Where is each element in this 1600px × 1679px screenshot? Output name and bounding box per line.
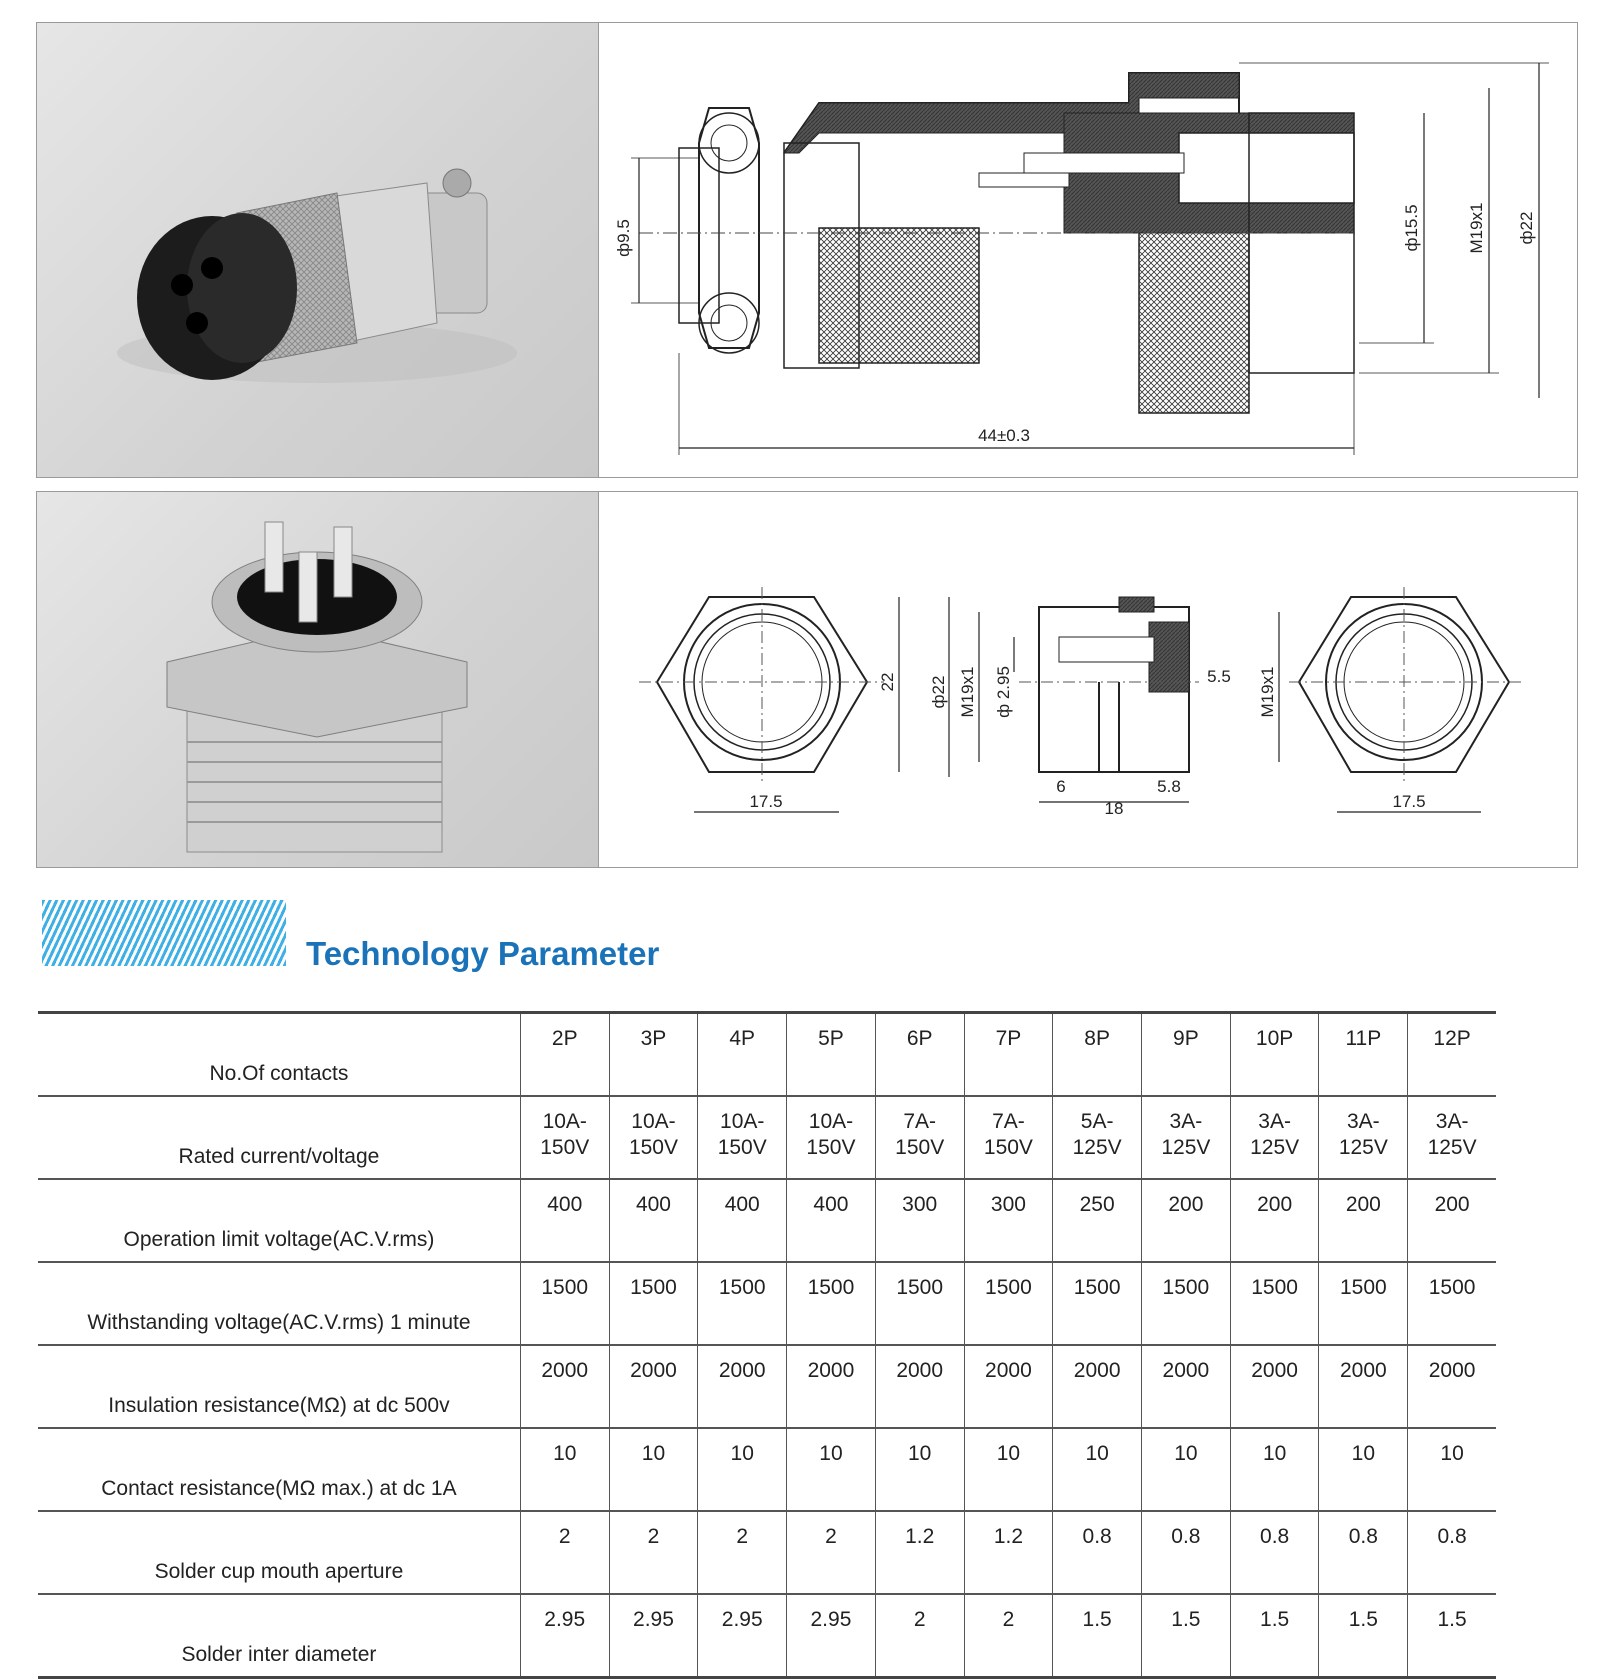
row-label: Withstanding voltage(AC.V.rms) 1 minute — [38, 1262, 520, 1345]
table-cell: 2000 — [787, 1345, 876, 1428]
table-cell: 400 — [520, 1179, 609, 1262]
section-heading-stripes — [42, 900, 286, 966]
column-header: 7P — [964, 1013, 1053, 1097]
table-cell: 1500 — [1053, 1262, 1142, 1345]
table-cell: 1.5 — [1230, 1594, 1319, 1678]
table-cell: 2000 — [964, 1345, 1053, 1428]
table-cell: 1500 — [1230, 1262, 1319, 1345]
dim-d9-5: ф9.5 — [614, 219, 633, 257]
column-header: 9P — [1142, 1013, 1231, 1097]
column-header: 5P — [787, 1013, 876, 1097]
row-label: Insulation resistance(MΩ) at dc 500v — [38, 1345, 520, 1428]
row-label: No.Of contacts — [38, 1013, 520, 1097]
table-cell: 2000 — [1142, 1345, 1231, 1428]
table-row — [38, 1511, 1496, 1594]
table-cell: 1.5 — [1319, 1594, 1408, 1678]
table-cell: 7A- 150V — [964, 1096, 1053, 1179]
table-cell: 10 — [875, 1428, 964, 1511]
table-cell: 10A- 150V — [787, 1096, 876, 1179]
table-cell: 0.8 — [1319, 1511, 1408, 1594]
table-cell: 3A- 125V — [1408, 1096, 1496, 1179]
dim-w5-8: 5.8 — [1157, 777, 1181, 796]
table-row — [38, 1594, 1496, 1678]
table-cell: 1500 — [964, 1262, 1053, 1345]
table-cell: 10A- 150V — [520, 1096, 609, 1179]
table-cell: 2 — [875, 1594, 964, 1678]
table-row — [38, 1345, 1496, 1428]
column-header: 12P — [1408, 1013, 1496, 1097]
table-cell: 3A- 125V — [1319, 1096, 1408, 1179]
table-cell: 10A- 150V — [698, 1096, 787, 1179]
male-connector-image — [37, 492, 598, 867]
dim-m19-left: M19x1 — [958, 666, 977, 718]
female-connector-photo — [37, 23, 599, 477]
table-cell: 1500 — [787, 1262, 876, 1345]
dim-d22: ф22 — [1517, 211, 1536, 245]
column-header: 4P — [698, 1013, 787, 1097]
table-cell: 250 — [1053, 1179, 1142, 1262]
table-cell: 10 — [1319, 1428, 1408, 1511]
table-cell: 2000 — [1053, 1345, 1142, 1428]
dim-hex-width-left: 17.5 — [749, 792, 783, 811]
table-cell: 2000 — [698, 1345, 787, 1428]
dim-d15-5: ф15.5 — [1402, 204, 1421, 252]
table-cell: 300 — [875, 1179, 964, 1262]
dim-w18: 18 — [1104, 799, 1124, 818]
table-cell: 10 — [787, 1428, 876, 1511]
table-cell: 2 — [787, 1511, 876, 1594]
dim-m19: M19x1 — [1467, 202, 1486, 254]
table-cell: 10 — [964, 1428, 1053, 1511]
table-cell: 1500 — [1408, 1262, 1496, 1345]
dim-d22-side: ф22 — [929, 675, 948, 709]
table-cell: 3A- 125V — [1142, 1096, 1231, 1179]
table-cell: 1500 — [698, 1262, 787, 1345]
table-cell: 7A- 150V — [875, 1096, 964, 1179]
row-label: Solder inter diameter — [38, 1594, 520, 1678]
table-cell: 2000 — [1230, 1345, 1319, 1428]
dim-m19-right: M19x1 — [1258, 666, 1277, 718]
table-row — [38, 1428, 1496, 1511]
male-connector-drawing — [599, 492, 1577, 867]
dim-d2-95: ф 2.95 — [994, 666, 1013, 718]
table-cell: 200 — [1142, 1179, 1231, 1262]
table-cell: 2000 — [875, 1345, 964, 1428]
section-title: Technology Parameter — [306, 935, 660, 972]
table-cell: 400 — [787, 1179, 876, 1262]
table-cell: 1500 — [609, 1262, 698, 1345]
table-cell: 1.2 — [875, 1511, 964, 1594]
top-panel — [36, 22, 1578, 478]
table-cell: 10 — [609, 1428, 698, 1511]
row-label: Solder cup mouth aperture — [38, 1511, 520, 1594]
row-label: Contact resistance(MΩ max.) at dc 1A — [38, 1428, 520, 1511]
table-cell: 0.8 — [1230, 1511, 1319, 1594]
table-cell: 1500 — [1319, 1262, 1408, 1345]
table-cell: 2.95 — [787, 1594, 876, 1678]
table-cell: 1500 — [1142, 1262, 1231, 1345]
table-cell: 2 — [698, 1511, 787, 1594]
table-cell: 2 — [609, 1511, 698, 1594]
table-cell: 0.8 — [1408, 1511, 1496, 1594]
table-cell: 10A- 150V — [609, 1096, 698, 1179]
column-header: 3P — [609, 1013, 698, 1097]
table-cell: 0.8 — [1053, 1511, 1142, 1594]
table-cell: 200 — [1319, 1179, 1408, 1262]
table-cell: 2 — [520, 1511, 609, 1594]
row-label: Rated current/voltage — [38, 1096, 520, 1179]
table-cell: 2000 — [520, 1345, 609, 1428]
column-header: 10P — [1230, 1013, 1319, 1097]
column-header: 2P — [520, 1013, 609, 1097]
table-cell: 3A- 125V — [1230, 1096, 1319, 1179]
table-cell: 10 — [520, 1428, 609, 1511]
column-header: 8P — [1053, 1013, 1142, 1097]
table-row — [38, 1262, 1496, 1345]
column-header: 11P — [1319, 1013, 1408, 1097]
table-cell: 10 — [1053, 1428, 1142, 1511]
table-cell: 2.95 — [698, 1594, 787, 1678]
table-cell: 10 — [1408, 1428, 1496, 1511]
column-header: 6P — [875, 1013, 964, 1097]
table-row — [38, 1179, 1496, 1262]
dim-d5-5: 5.5 — [1207, 667, 1231, 686]
table-cell: 1.5 — [1408, 1594, 1496, 1678]
table-cell: 2000 — [609, 1345, 698, 1428]
table-cell: 2000 — [1408, 1345, 1496, 1428]
table-cell: 400 — [698, 1179, 787, 1262]
table-cell: 2.95 — [609, 1594, 698, 1678]
table-cell: 5A- 125V — [1053, 1096, 1142, 1179]
table-cell: 10 — [698, 1428, 787, 1511]
table-cell: 2 — [964, 1594, 1053, 1678]
dim-hex-width-right: 17.5 — [1392, 792, 1426, 811]
dim-length: 44±0.3 — [978, 426, 1030, 445]
spec-table — [38, 1011, 1496, 1679]
table-cell: 1.5 — [1142, 1594, 1231, 1678]
table-header-row — [38, 1013, 1496, 1097]
table-cell: 1500 — [875, 1262, 964, 1345]
table-cell: 200 — [1230, 1179, 1319, 1262]
table-cell: 1.2 — [964, 1511, 1053, 1594]
table-cell: 1.5 — [1053, 1594, 1142, 1678]
table-cell: 2.95 — [520, 1594, 609, 1678]
row-label: Operation limit voltage(AC.V.rms) — [38, 1179, 520, 1262]
table-cell: 0.8 — [1142, 1511, 1231, 1594]
male-connector-photo — [37, 492, 599, 867]
table-cell: 10 — [1142, 1428, 1231, 1511]
table-cell: 300 — [964, 1179, 1053, 1262]
table-cell: 10 — [1230, 1428, 1319, 1511]
table-cell: 2000 — [1319, 1345, 1408, 1428]
dim-hex-height: 22 — [878, 672, 897, 692]
table-cell: 400 — [609, 1179, 698, 1262]
table-row — [38, 1096, 1496, 1179]
dim-w6: 6 — [1056, 777, 1066, 796]
bottom-panel — [36, 491, 1578, 868]
table-cell: 200 — [1408, 1179, 1496, 1262]
female-connector-image — [37, 23, 598, 477]
female-connector-drawing — [599, 23, 1577, 477]
table-cell: 1500 — [520, 1262, 609, 1345]
